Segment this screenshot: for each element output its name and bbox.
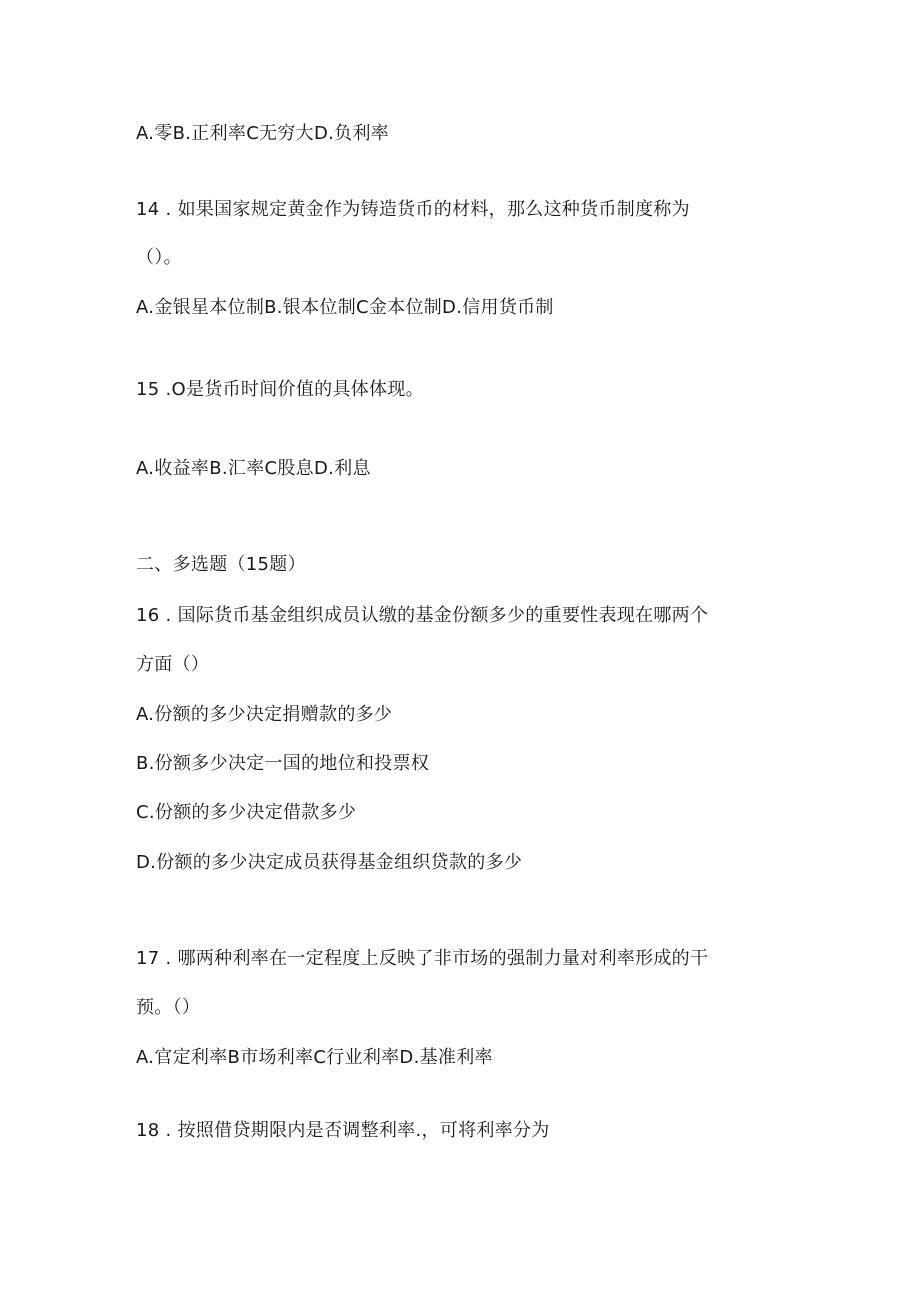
q17-stem-cont: 预。（）: [136, 997, 201, 1018]
section-heading: 二、多选题（15题）: [136, 554, 306, 575]
q15-stem: 15 .O是货币时间价值的具体体现。: [136, 379, 424, 400]
q16-stem-cont: 方面（）: [136, 654, 210, 675]
q18-stem: 18 . 按照借贷期限内是否调整利率.，可将利率分为: [136, 1120, 550, 1141]
q17-options: A.官定利率B市场利率C行业利率D.基准利率: [136, 1047, 493, 1068]
q16-option-c: C.份额的多少决定借款多少: [136, 802, 357, 823]
q14-stem-cont: （）。: [136, 247, 182, 268]
q16-option-d: D.份额的多少决定成员获得基金组织贷款的多少: [136, 852, 523, 873]
q13-options: A.零B.正利率C无穷大D.负利率: [136, 123, 390, 144]
q15-options: A.收益率B.汇率C股息D.利息: [136, 458, 371, 479]
q16-option-a: A.份额的多少决定捐赠款的多少: [136, 704, 393, 725]
q14-stem: 14 . 如果国家规定黄金作为铸造货币的材料，那么这种货币制度称为: [136, 199, 690, 220]
q16-option-b: B.份额多少决定一国的地位和投票权: [136, 753, 430, 774]
q16-stem: 16 . 国际货币基金组织成员认缴的基金份额多少的重要性表现在哪两个: [136, 605, 709, 626]
q14-options: A.金银星本位制B.银本位制C金本位制D.信用货币制: [136, 297, 554, 318]
q17-stem: 17 . 哪两种利率在一定程度上反映了非市场的强制力量对利率形成的干: [136, 948, 709, 969]
